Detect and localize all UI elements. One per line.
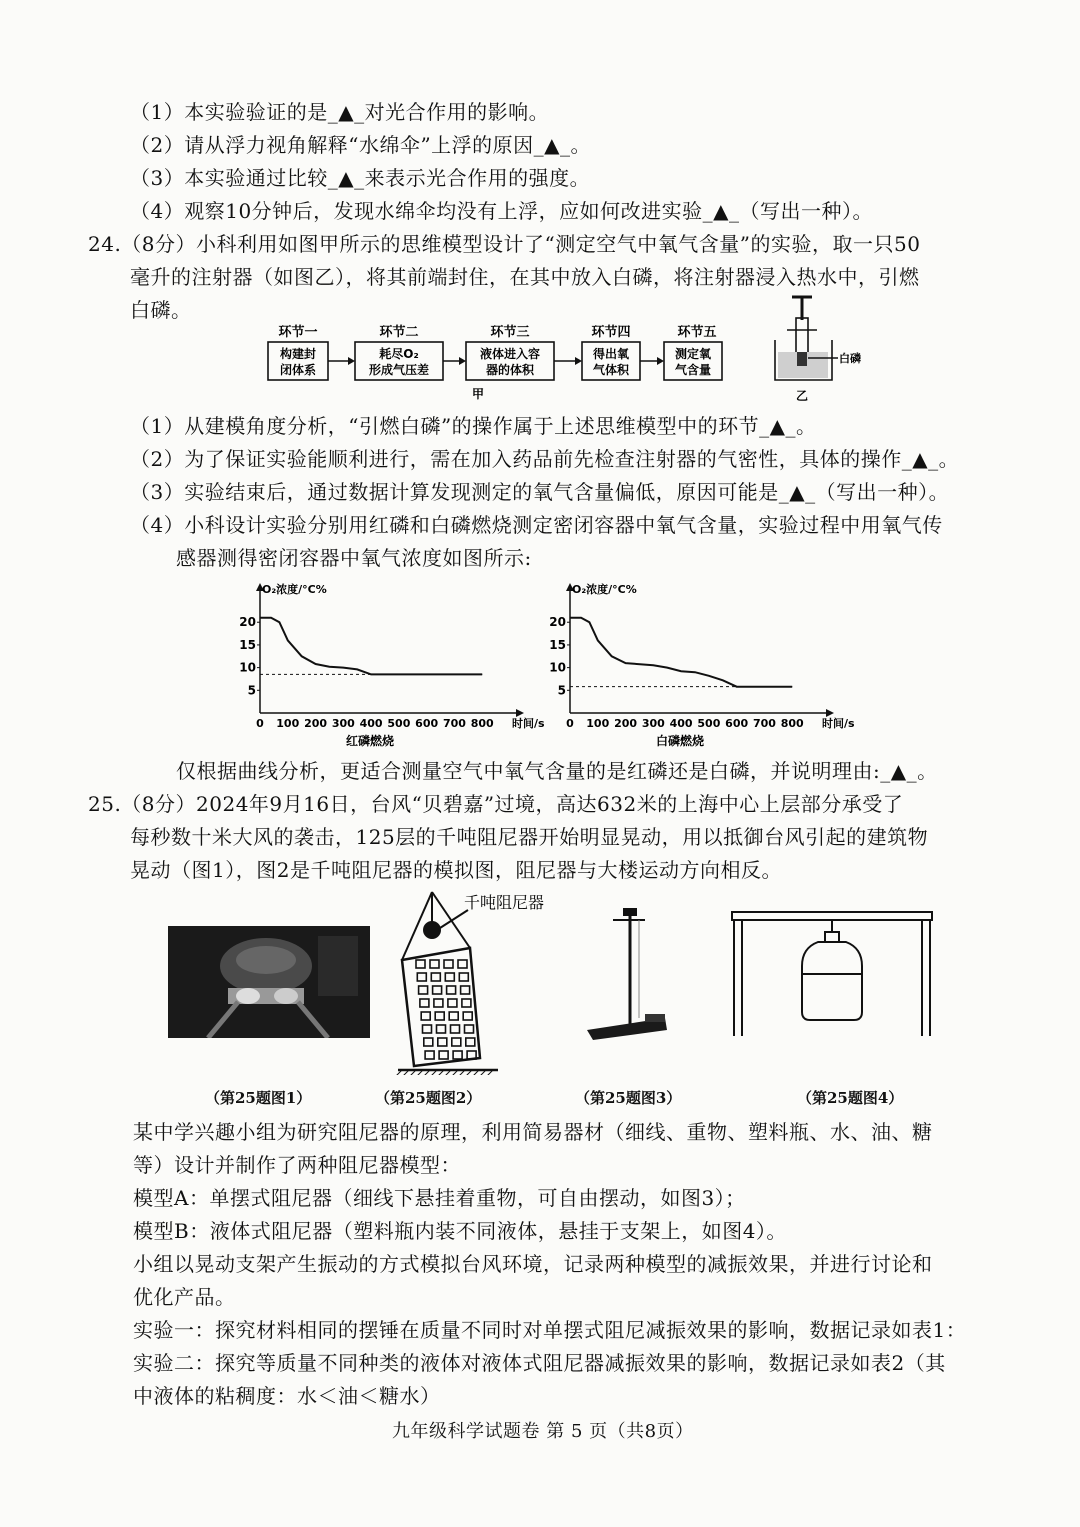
building-window bbox=[434, 999, 443, 1007]
building-window bbox=[459, 973, 468, 981]
building-window bbox=[424, 1038, 433, 1046]
building-window bbox=[435, 1012, 444, 1020]
stage-4-title: 环节四 bbox=[591, 325, 631, 340]
thinking-model-diagram bbox=[0, 0, 1080, 410]
building-window bbox=[419, 986, 428, 994]
building-window bbox=[463, 1012, 472, 1020]
x-axis-label: 时间/s bbox=[512, 717, 545, 730]
building-window bbox=[416, 960, 425, 968]
chart-white-phosphorus bbox=[540, 575, 860, 750]
q24-intro-3: 白磷。 bbox=[130, 298, 192, 322]
q25-intro-3: 晃动（图1），图2是千吨阻尼器的模拟图，阻尼器与大楼运动方向相反。 bbox=[130, 858, 782, 882]
x-tick-label: 100 bbox=[276, 717, 300, 730]
building-window bbox=[417, 973, 426, 981]
y-tick-label: 10 bbox=[239, 660, 256, 675]
fig2-caption: （第25题图2） bbox=[375, 1089, 482, 1107]
building-window bbox=[433, 986, 442, 994]
y-tick-label: 15 bbox=[239, 637, 256, 652]
building-window bbox=[430, 960, 439, 968]
o2-concentration-curve bbox=[570, 618, 792, 687]
stage-1-line-1: 构建封 bbox=[279, 347, 317, 361]
x-tick-label: 200 bbox=[614, 717, 638, 730]
stage-3-title: 环节三 bbox=[490, 325, 530, 340]
caption-jia: 甲 bbox=[471, 387, 485, 401]
fig3-pendulum-stand bbox=[585, 906, 675, 1046]
stage-3-line-1: 液体进入容 bbox=[479, 347, 541, 361]
stage-5-line-2: 气含量 bbox=[674, 363, 712, 377]
label-baipin: 白磷 bbox=[839, 352, 861, 365]
fig2-tower-damper bbox=[380, 880, 580, 1075]
q25-intro-2: 每秒数十米大风的袭击，125层的千吨阻尼器开始明显晃动，用以抵御台风引起的建筑物 bbox=[130, 825, 929, 849]
building-window bbox=[462, 999, 471, 1007]
stage-2-line-2: 形成气压差 bbox=[368, 363, 430, 377]
y-tick-label: 5 bbox=[557, 683, 566, 698]
building-window bbox=[453, 1051, 462, 1059]
chart-title: 白磷燃烧 bbox=[655, 734, 705, 748]
building-window bbox=[448, 999, 457, 1007]
syringe-beaker-figure bbox=[775, 297, 838, 380]
x-tick-label: 500 bbox=[697, 717, 721, 730]
building-window bbox=[465, 1025, 474, 1033]
x-tick-label: 300 bbox=[331, 717, 355, 730]
fig1-caption: （第25题图1） bbox=[205, 1089, 312, 1107]
q24-intro-2: 毫升的注射器（如图乙），将其前端封住，在其中放入白磷，将注射器浸入热水中，引燃 bbox=[130, 265, 920, 289]
building-window bbox=[452, 1038, 461, 1046]
fig4-liquid-damper-frame bbox=[728, 908, 943, 1038]
building-window bbox=[445, 973, 454, 981]
stage-2-line-1: 耗尽O₂ bbox=[379, 347, 419, 361]
x-tick-label: 800 bbox=[470, 717, 494, 730]
x-tick-label: 800 bbox=[780, 717, 804, 730]
stage-5-line-1: 测定氧 bbox=[674, 347, 712, 361]
x-axis-arrow bbox=[516, 709, 524, 717]
q24-question-2: （2）为了保证实验能顺利进行，需在加入药品前先检查注射器的气密性，具体的操作_▲_。 bbox=[130, 447, 960, 471]
x-axis-label: 时间/s bbox=[822, 717, 855, 730]
building-window bbox=[449, 1012, 458, 1020]
x-tick-label: 400 bbox=[359, 717, 383, 730]
q25-body-8: 实验二：探究等质量不同种类的液体对液体式阻尼器减振效果的影响，数据记录如表2（其 bbox=[133, 1351, 946, 1375]
q25-body-7: 实验一：探究材料相同的摆锤在质量不同时对单摆式阻尼减振效果的影响，数据记录如表1： bbox=[133, 1318, 967, 1342]
q25-body-2: 等）设计并制作了两种阻尼器模型： bbox=[133, 1153, 461, 1177]
building-window bbox=[458, 960, 467, 968]
q25-body-9: 中液体的粘稠度：水＜油＜糖水） bbox=[133, 1384, 441, 1408]
fig1-photo bbox=[168, 926, 370, 1038]
o2-concentration-curve bbox=[260, 618, 482, 675]
q25-body-1: 某中学兴趣小组为研究阻尼器的原理，利用简易器材（细线、重物、塑料瓶、水、油、糖 bbox=[133, 1120, 933, 1144]
q24-question-4a: （4）小科设计实验分别用红磷和白磷燃烧测定密闭容器中氧气含量，实验过程中用氧气传 bbox=[130, 513, 943, 537]
y-tick-label: 5 bbox=[247, 683, 256, 698]
building-window bbox=[431, 973, 440, 981]
chart-red-phosphorus bbox=[230, 575, 550, 750]
y-axis-label: O₂浓度/°C% bbox=[262, 583, 327, 596]
x-tick-label: 700 bbox=[442, 717, 466, 730]
building-window bbox=[451, 1025, 460, 1033]
q24-question-4b: 感器测得密闭容器中氧气浓度如图所示: bbox=[176, 546, 532, 570]
fig3-caption: （第25题图3） bbox=[575, 1089, 682, 1107]
building-window bbox=[423, 1025, 432, 1033]
q23-line-2: （2）请从浮力视角解释“水绵伞”上浮的原因_▲_。 bbox=[130, 133, 592, 157]
building-window bbox=[444, 960, 453, 968]
building-window bbox=[425, 1051, 434, 1059]
q25-body-4: 模型B：液体式阻尼器（塑料瓶内装不同液体，悬挂于支架上，如图4）。 bbox=[133, 1219, 787, 1243]
x-tick-label: 600 bbox=[725, 717, 749, 730]
q23-line-1: （1）本实验验证的是_▲_对光合作用的影响。 bbox=[130, 100, 550, 124]
q24-conclusion: 仅根据曲线分析，更适合测量空气中氧气含量的是红磷还是白磷，并说明理由:_▲_。 bbox=[176, 759, 938, 783]
q23-line-3: （3）本实验通过比较_▲_来表示光合作用的强度。 bbox=[130, 166, 591, 190]
y-tick-label: 20 bbox=[239, 615, 256, 630]
q24-intro-1: 24.（8分）小科利用如图甲所示的思维模型设计了“测定空气中氧气含量”的实验，取一只50 bbox=[88, 232, 921, 256]
stage-3-line-2: 器的体积 bbox=[485, 363, 535, 377]
q24-question-1: （1）从建模角度分析，“引燃白磷”的操作属于上述思维模型中的环节_▲_。 bbox=[130, 414, 817, 438]
damper-label: 千吨阻尼器 bbox=[464, 893, 545, 912]
stage-4-line-1: 得出氧 bbox=[592, 347, 630, 361]
stage-4-line-2: 气体积 bbox=[592, 363, 630, 377]
q25-body-6: 优化产品。 bbox=[133, 1285, 236, 1309]
y-tick-label: 10 bbox=[549, 660, 566, 675]
x-tick-label: 500 bbox=[387, 717, 411, 730]
building-window bbox=[438, 1038, 447, 1046]
x-tick-label: 600 bbox=[415, 717, 439, 730]
x-tick-label: 100 bbox=[586, 717, 610, 730]
stage-2-title: 环节二 bbox=[379, 325, 419, 340]
building-window bbox=[447, 986, 456, 994]
chart-title: 红磷燃烧 bbox=[345, 734, 395, 748]
x-tick-label: 0 bbox=[256, 717, 264, 730]
stage-1-title: 环节一 bbox=[278, 325, 318, 340]
x-tick-label: 200 bbox=[304, 717, 328, 730]
x-tick-label: 300 bbox=[641, 717, 665, 730]
stage-1-line-2: 闭体系 bbox=[279, 363, 317, 377]
x-tick-label: 400 bbox=[669, 717, 693, 730]
x-tick-label: 0 bbox=[566, 717, 574, 730]
y-axis-label: O₂浓度/°C% bbox=[572, 583, 637, 596]
building-window bbox=[421, 1012, 430, 1020]
x-axis-arrow bbox=[826, 709, 834, 717]
y-tick-label: 15 bbox=[549, 637, 566, 652]
building-window bbox=[461, 986, 470, 994]
page-footer: 九年级科学试题卷 第 5 页（共8页） bbox=[392, 1421, 694, 1442]
q25-body-5: 小组以晃动支架产生振动的方式模拟台风环境，记录两种模型的减振效果，并进行讨论和 bbox=[133, 1252, 933, 1276]
q23-line-4: （4）观察10分钟后，发现水绵伞均没有上浮，应如何改进实验_▲_（写出一种）。 bbox=[130, 199, 874, 223]
building-window bbox=[466, 1038, 475, 1046]
building-window bbox=[437, 1025, 446, 1033]
q24-question-3: （3）实验结束后，通过数据计算发现测定的氧气含量偏低，原因可能是_▲_（写出一种）。 bbox=[130, 480, 950, 504]
x-tick-label: 700 bbox=[752, 717, 776, 730]
building-window bbox=[420, 999, 429, 1007]
q25-body-3: 模型A：单摆式阻尼器（细线下悬挂着重物，可自由摆动，如图3）； bbox=[133, 1186, 746, 1210]
stage-5-title: 环节五 bbox=[677, 325, 717, 340]
y-tick-label: 20 bbox=[549, 615, 566, 630]
fig4-caption: （第25题图4） bbox=[797, 1089, 904, 1107]
caption-yi: 乙 bbox=[795, 389, 809, 403]
q25-intro-1: 25.（8分）2024年9月16日，台风“贝碧嘉”过境，高达632米的上海中心上层部分承受了 bbox=[88, 792, 904, 816]
building-window bbox=[439, 1051, 448, 1059]
